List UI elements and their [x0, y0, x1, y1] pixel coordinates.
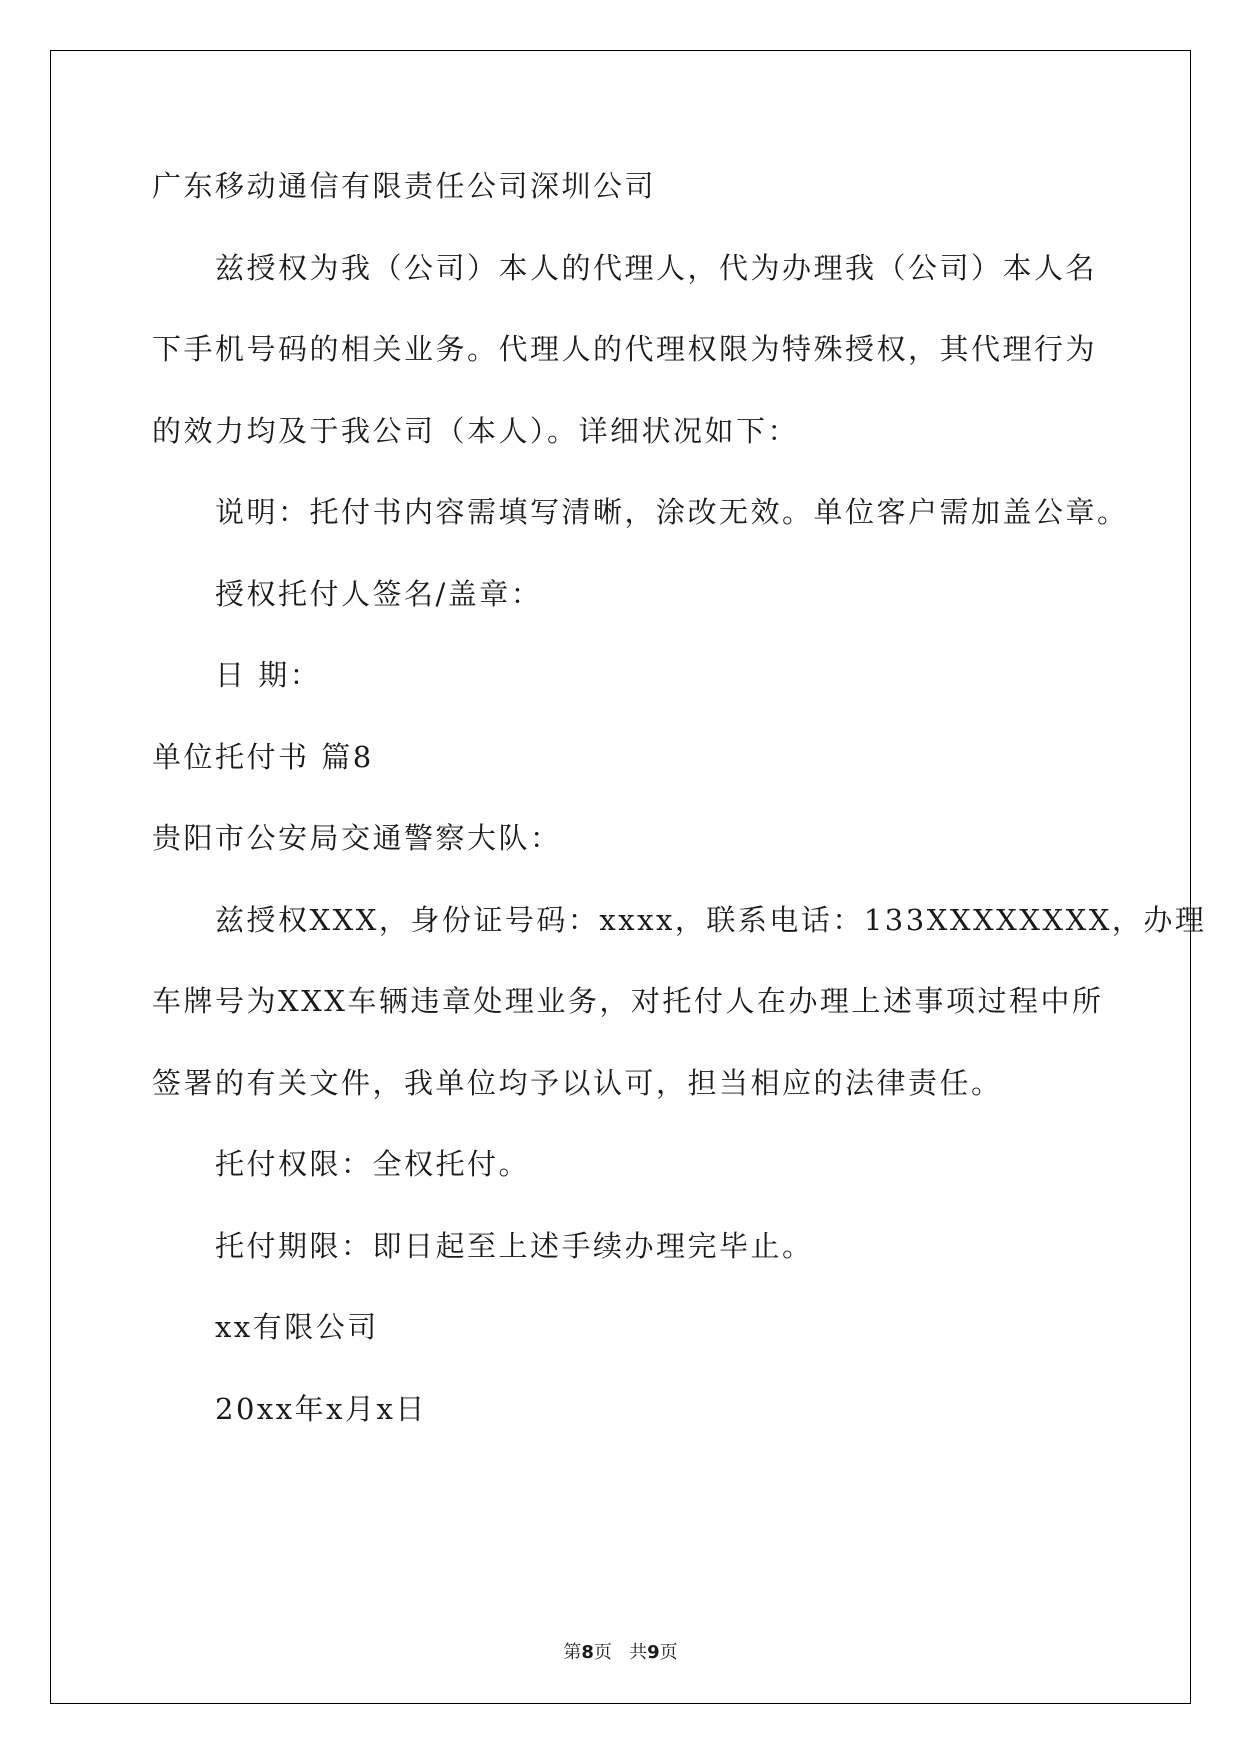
footer-suffix: 页: [659, 1642, 678, 1663]
document-body: [152, 162, 1207, 1466]
authority-line: 托付权限：全权托付。: [215, 1147, 531, 1181]
paragraph-line: 兹授权XXX，身份证号码：xxxx，联系电话：133XXXXXXXX，办理: [215, 902, 1207, 937]
recipient-line: 贵阳市公安局交通警察大队：: [152, 821, 562, 855]
section-heading: 单位托付书 篇8: [152, 739, 374, 774]
paragraph-line: 车牌号为XXX车辆违章处理业务，对托付人在办理上述事项过程中所: [152, 984, 1104, 1018]
paragraph-line: 兹授权为我（公司）本人的代理人，代为办理我（公司）本人名: [215, 250, 1098, 285]
recipient-line: 广东移动通信有限责任公司深圳公司: [152, 169, 657, 203]
footer-middle: 页 共: [593, 1642, 648, 1663]
page-footer: [0, 1638, 1241, 1664]
company-name: xx有限公司: [215, 1310, 379, 1344]
paragraph-line: 的效力均及于我公司（本人）。详细状况如下：: [152, 413, 800, 448]
term-line: 托付期限：即日起至上述手续办理完毕止。: [215, 1228, 814, 1263]
date-line: 日 期：: [215, 658, 322, 692]
current-page-number: 8: [581, 1642, 594, 1663]
paragraph-line: 下手机号码的相关业务。代理人的代理权限为特殊授权，其代理行为: [152, 332, 1098, 366]
total-pages-number: 9: [647, 1642, 660, 1663]
footer-prefix: 第: [563, 1642, 582, 1663]
note-line: 说明：托付书内容需填写清晰，涂改无效。单位客户需加盖公章。: [215, 495, 1129, 529]
signature-line: 授权托付人签名/盖章：: [215, 576, 543, 611]
signing-date: 20xx年x月x日: [215, 1391, 427, 1426]
paragraph-line: 签署的有关文件，我单位均予以认可，担当相应的法律责任。: [152, 1065, 1003, 1100]
